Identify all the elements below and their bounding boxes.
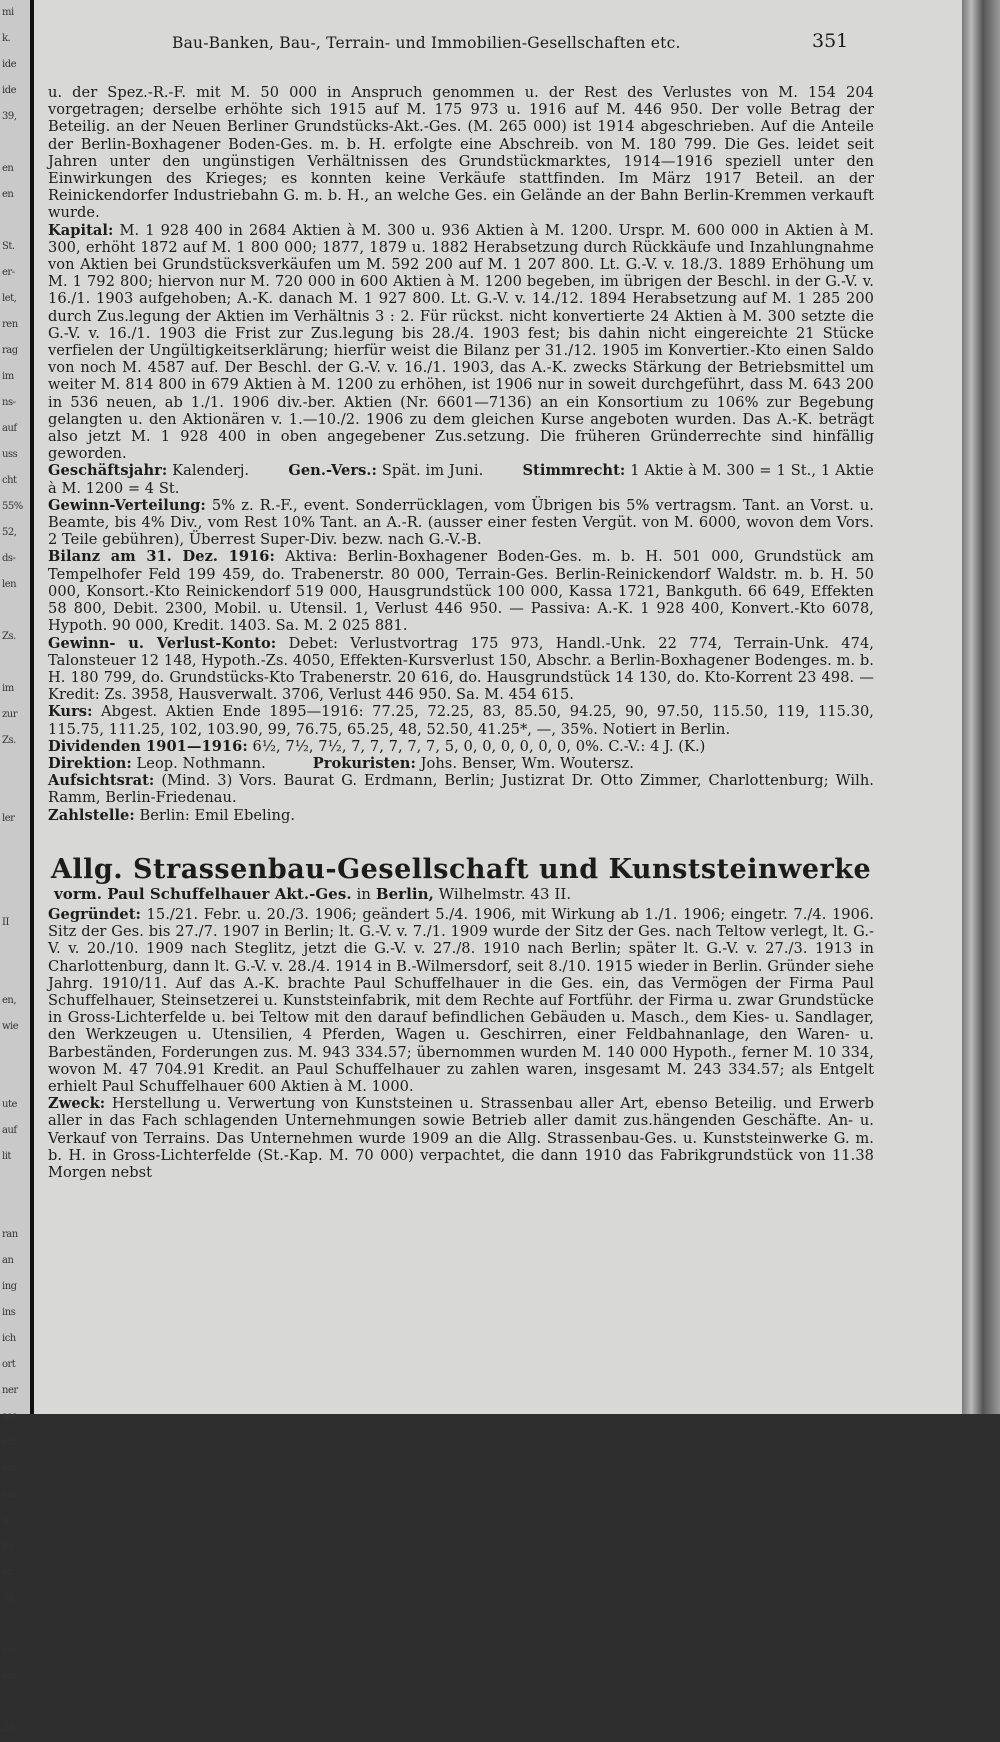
margin-fragment: ins: [2, 1307, 16, 1318]
margin-fragment: let,: [2, 293, 17, 304]
margin-fragment: ds-: [2, 553, 16, 564]
margin-fragment: tr.,: [2, 1515, 15, 1526]
margin-fragment: im: [2, 371, 14, 382]
margin-fragment: ses-: [2, 1411, 20, 1422]
margin-fragment: ste: [2, 1645, 16, 1656]
gewinn-text: 5% z. R.-F., event. Sonderrücklagen, vom Übrigen bis 5% vertragsm. Tant. an Vorst. u. Beamte, bis 4% Div., vom Rest 10% Tant. an A.-R. (ausser einer festen Vergüt. von M. 6000, wovon dem Vors. 2 Teile gebühren), Überrest Super-Div. bezw. nach G.-V.-B.: [48, 496, 874, 549]
margin-fragment: [0, 754, 30, 780]
kurs-label: Kurs:: [48, 703, 93, 721]
dir-label: Direktion:: [48, 754, 132, 772]
margin-fragment: [0, 650, 30, 676]
company-former-name: vorm. Paul Schuffelhauer Akt.-Ges.: [54, 884, 352, 903]
margin-fragment: II: [2, 917, 9, 928]
ar-text: (Mind. 3) Vors. Baurat G. Erdmann, Berlin; Justizrat Dr. Otto Zimmer, Charlottenburg; Wilh. Ramm, Berlin-Friedenau.: [48, 772, 874, 807]
st-text: 1 Aktie à M. 300 = 1 St., 1 Aktie à M. 1200 = 4 St.: [48, 462, 874, 497]
margin-fragment: ler: [2, 1541, 15, 1552]
guv-label: Gewinn- u. Verlust-Konto:: [48, 634, 277, 652]
margin-fragment: zur: [2, 709, 17, 720]
running-title: Bau-Banken, Bau-, Terrain- und Immobilien-Gesellschaften etc.: [172, 34, 681, 52]
margin-fragment: [0, 130, 30, 156]
margin-fragment: auf: [2, 423, 17, 434]
margin-fragment: ieh: [2, 1671, 17, 1682]
entry1-guv: [48, 635, 874, 704]
margin-fragment: [0, 962, 30, 988]
margin-fragment: an: [2, 1255, 14, 1266]
gegr-text: 15./21. Febr. u. 20./3. 1906; geändert 5./4. 1906, mit Wirkung ab 1./1. 1906; eingetr. 7./4. 1906. Sitz der Ges. bis 27./7. 1907 in Berlin; lt. G.-V. v. 7./1. 1909 wurde der Sitz der Ges. nach Teltow verlegt, lt. G.-V. v. 20./10. 1909 nach Steglitz, jetzt die G.-V. v. 27./8. 1910 nach Berlin; später lt. G.-V. v. 27./3. 1913 in Charlottenburg, dann lt. G.-V. v. 28./4. 1914 in B.-Wilmersdorf, seit 8./10. 1915 wieder in Berlin. Gründer siehe Jahrg. 1910/11. Auf das A.-K. brachte Paul Schuffelhauer in die Ges. ein, das Vermögen der Firma Paul Schuffelhauer, Steinsetzerei u. Kunststeinfabrik, mit dem Rechte auf Fortführ. der Firma u. zwar Grundstücke in Gross-Lichterfelde u. bei Teltow mit den darauf befindlichen Gebäuden u. Masch., dem Kies- u. Sandlager, den Werkzeugen u. Utensilien, 4 Pferden, Wagen u. Geschirren, einer Feldbahnanlage, den Waren- u. Barbeständen, Forderungen zus. M. 943 334.57; übernommen wurden M. 140 000 Hypoth., ferner M. 10 334, wovon M. 47 704.91 Kredit. an Paul Schuffelhauer zu zahlen waren, insgesamt M. 243 334.57; als Entgelt erhielt Paul Schuffelhauer 600 Aktien à M. 1000.: [48, 905, 874, 1095]
st-label: Stimmrecht:: [522, 462, 626, 480]
guv-text: Debet: Verlustvortrag 175 973, Handl.-Unk. 22 774, Terrain-Unk. 474, Talonsteuer 12 148, Hypoth.-Zs. 4050, Effekten-Kursverlust 150, Abschr. a Berlin-Boxhagener Bodenges. m. b. H. 180 799, do. Grundstücks-Kto Trabenerstr. 20 616, do. Hausgrundstück 14 130, do. Kto-Korrent 23 498. — Kredit: Zs. 3958, Hausverwalt. 3706, Verlust 446 950. Sa. M. 454 615.: [48, 634, 874, 704]
margin-fragment: 39,: [2, 111, 17, 122]
div-text: 6½, 7½, 7½, 7, 7, 7, 7, 7, 5, 0, 0, 0, 0, 0, 0, 0%. C.-V.: 4 J. (K.): [252, 737, 706, 755]
gj-label: Geschäftsjahr:: [48, 462, 168, 480]
entry1-aufsichtsrat: [48, 772, 874, 806]
entry1-kurs: [48, 703, 874, 737]
entry2-zweck: [48, 1095, 874, 1181]
entry1-zahlstelle: [48, 807, 874, 824]
margin-fragment: rag: [2, 345, 18, 356]
entry1-gewinn: [48, 497, 874, 549]
margin-fragment: er-: [2, 267, 15, 278]
prok-label: Prokuristen:: [312, 754, 416, 772]
margin-fragment: k.: [2, 33, 11, 44]
margin-fragment: en: [2, 163, 14, 174]
margin-fragment: 34,: [2, 1593, 17, 1604]
bilanz-text: Aktiva: Berlin-Boxhagener Boden-Ges. m. b. H. 501 000, Grundstück am Tempelhofer Feld 199 459, do. Trabenerstr. 80 000, Terrain-Ges. Berlin-Reinickendorf Waldstr. m. b. H. 50 000, Konsort.-Kto Reinickendorf 519 000, Hausgrundstück 100 000, Kassa 1721, Bankguth. 66 649, Effekten 58 800, Debit. 2300, Mobil. u. Utensil. 1, Verlust 446 950. — Passiva: A.-K. 1 928 400, Konvert.-Kto 6078, Hypoth. 90 000, Kredit. 1403. Sa. M. 2 025 881.: [48, 548, 874, 635]
text-column: [48, 84, 874, 1181]
entry1-kapital: [48, 222, 874, 463]
margin-fragment: ein: [2, 1489, 17, 1500]
margin-fragment: [0, 780, 30, 806]
margin-fragment: [0, 1612, 30, 1638]
page-edge-shadow: [962, 0, 1000, 1414]
margin-fragment: en,: [2, 995, 17, 1006]
margin-fragment: len: [2, 1463, 17, 1474]
margin-fragment: len: [2, 579, 17, 590]
page-number: 351: [812, 30, 849, 52]
margin-fragment: 29: [2, 1723, 14, 1734]
prok-text: Johs. Benser, Wm. Woutersz.: [420, 754, 634, 772]
margin-fragment: St.: [2, 241, 15, 252]
page-header: [34, 30, 962, 60]
margin-fragment: ler: [2, 813, 15, 824]
margin-fragment: [0, 208, 30, 234]
entry1-intro: u. der Spez.-R.-F. mit M. 50 000 in Anspruch genommen u. der Rest des Verlustes von M. 154 204 vorgetragen; derselbe erhöhte sich 1915 auf M. 175 973 u. 1916 auf M. 446 950. Der volle Betrag der Beteilig. an der Neuen Berliner Grundstücks-Akt.-Ges. (M. 265 000) ist 1914 abgeschrieben. Auf die Anteile der Berlin-Boxhagener Boden-Ges. m. b. H. erfolgte eine Abschreib. von M. 180 799. Die Ges. leidet seit Jahren unter den ungünstigen Verhältnissen des Grundstückmarktes, 1914—1916 speziell unter den Einwirkungen des Krieges; es konnten keine Verkäufe stattfinden. Im März 1917 Beteil. an der Reinickendorfer Industriebahn G. m. b. H., an welche Ges. ein Gelände an der Bahn Berlin-Kremmen verkauft wurde.: [48, 84, 874, 222]
dir-text: Leop. Nothmann.: [136, 754, 266, 772]
margin-fragment: 52,: [2, 527, 17, 538]
gewinn-label: Gewinn-Verteilung:: [48, 496, 206, 514]
margin-fragment: cht: [2, 475, 17, 486]
adjacent-page-strip: [0, 0, 34, 1734]
entry2-gegruendet: [48, 906, 874, 1095]
margin-fragment: ort: [2, 1359, 16, 1370]
margin-fragment: uss: [2, 449, 18, 460]
margin-fragment: [0, 936, 30, 962]
zs-text: Berlin: Emil Ebeling.: [139, 806, 296, 824]
margin-fragment: ner: [2, 1385, 18, 1396]
gv-label: Gen.-Vers.:: [288, 462, 377, 480]
margin-fragment: im: [2, 683, 14, 694]
margin-fragment: [0, 1196, 30, 1222]
margin-fragment: ich: [2, 1437, 16, 1448]
margin-fragment: [0, 858, 30, 884]
company-subtitle: [54, 886, 874, 903]
bilanz-label: Bilanz am 31. Dez. 1916:: [48, 548, 275, 566]
margin-fragment: 55%: [2, 501, 23, 512]
div-label: Dividenden 1901—1916:: [48, 737, 248, 755]
margin-fragment: ran: [2, 1229, 18, 1240]
margin-fragment: [0, 598, 30, 624]
margin-fragment: [0, 1690, 30, 1716]
kurs-text: Abgest. Aktien Ende 1895—1916: 77.25, 72.25, 83, 85.50, 94.25, 90, 97.50, 115.50, 119, 115.30, 115.75, 111.25, 102, 103.90, 99, 76.75, 65.25, 48, 52.50, 41.25*, —, 35%. Notiert in Berlin.: [48, 703, 874, 738]
margin-fragment: auf: [2, 1125, 17, 1136]
margin-fragment: wie: [2, 1021, 19, 1032]
gv-text: Spät. im Juni.: [381, 462, 484, 480]
margin-fragment: ide: [2, 85, 17, 96]
entry1-bilanz: [48, 548, 874, 634]
entry1-direktion: [48, 755, 874, 772]
company-address: Wilhelmstr. 43 II.: [438, 884, 572, 903]
company-title: Allg. Strassenbau-Gesellschaft und Kunststeinwerke: [50, 853, 872, 885]
gegr-label: Gegründet:: [48, 905, 141, 923]
margin-fragment: ren: [2, 319, 18, 330]
kapital-text: M. 1 928 400 in 2684 Aktien à M. 300 u. 936 Aktien à M. 1200. Urspr. M. 600 000 in Aktien à M. 300, erhöht 1872 auf M. 1 800 000; 1877, 1879 u. 1882 Herabsetzung durch Rückkäufe und Inzahlungnahme von Aktien bei Grundstücksverkäufen um M. 592 200 auf M. 1 207 800. Lt. G.-V. v. 18./3. 1889 Erhöhung um M. 1 792 800; hiervon nur M. 720 000 in 600 Aktien à M. 1200 begeben, im übrigen der Beschl. in der G.-V. v. 16./1. 1903 aufgehoben; A.-K. danach M. 1 927 800. Lt. G.-V. v. 14./12. 1894 Herabsetzung auf M. 1 285 200 durch Zus.legung der Aktien im Verhältnis 3 : 2. Für rückst. nicht konvertierte 24 Aktien à M. 300 setzte die G.-V. v. 16./1. 1903 die Frist zur Zus.legung bis 28./4. 1903 fest; bis dahin nicht eingereichte 21 Stücke verfielen der Ungültigkeitserklärung; hierfür weist die Bilanz per 31./12. 1905 im Konvertier.-Kto einen Saldo von noch M. 4587 auf. Der Beschl. der G.-V. v. 16./1. 1903, das A.-K. zwecks Stärkung der Betriebsmittel um weiter M. 814 800 in 679 Aktien à M. 1200 zu erhöhen, ist 1906 nur in soweit durchgeführt, dass M. 643 200 in 536 neuen, ab 1./1. 1906 div.-ber. Aktien (Nr. 6601—7136) an ein Konsortium zu 106% zur Begebung gelangten u. den Aktionären v. 1.—10./2. 1906 zu dem gleichen Kurse angeboten wurden. Das A.-K. beträgt also jetzt M. 1 928 400 in oben angegebener Zus.setzung. Die früheren Gründerrechte sind hinfällig geworden.: [48, 221, 874, 463]
margin-fragment: ide: [2, 59, 17, 70]
ar-label: Aufsichtsrat:: [48, 772, 155, 790]
margin-fragment: lit: [2, 1151, 11, 1162]
margin-fragment: ich: [2, 1333, 16, 1344]
kapital-label: Kapital:: [48, 221, 114, 239]
margin-fragment: ute: [2, 1099, 17, 1110]
margin-fragment: mi: [2, 7, 14, 18]
company-in: in: [356, 884, 372, 903]
gj-text: Kalenderj.: [172, 462, 250, 480]
margin-fragment: en: [2, 189, 14, 200]
entry-gap: [48, 824, 874, 854]
margin-fragment: [0, 1170, 30, 1196]
zweck-label: Zweck:: [48, 1095, 106, 1113]
margin-fragment: Zs.: [2, 735, 16, 746]
margin-fragment: ns-: [2, 397, 16, 408]
zs-label: Zahlstelle:: [48, 806, 135, 824]
margin-fragment: ar.: [2, 1567, 14, 1578]
margin-fragment: [0, 1040, 30, 1066]
zweck-text: Herstellung u. Verwertung von Kunststeinen u. Strassenbau aller Art, ebenso Beteilig. und Erwerb aller in das Fach schlagenden Unternehmungen sowie Betrieb aller damit zus.hängenden Geschäfte. An- u. Verkauf von Terrains. Das Unternehmen wurde 1909 an die Allg. Strassenbau-Ges. u. Kunststeinwerke G. m. b. H. in Gross-Lichterfelde (St.-Kap. M. 70 000) verpachtet, die dann 1910 das Fabrikgrundstück von 11.38 Morgen nebst: [48, 1095, 874, 1181]
margin-fragment: Zs.: [2, 631, 16, 642]
margin-fragment: [0, 1066, 30, 1092]
margin-fragment: [0, 884, 30, 910]
entry1-dividenden: [48, 738, 874, 755]
book-page: [34, 0, 962, 1414]
margin-fragment: [0, 832, 30, 858]
margin-fragment: ing: [2, 1281, 17, 1292]
entry1-meta: [48, 462, 874, 496]
company-city: Berlin,: [375, 884, 434, 903]
